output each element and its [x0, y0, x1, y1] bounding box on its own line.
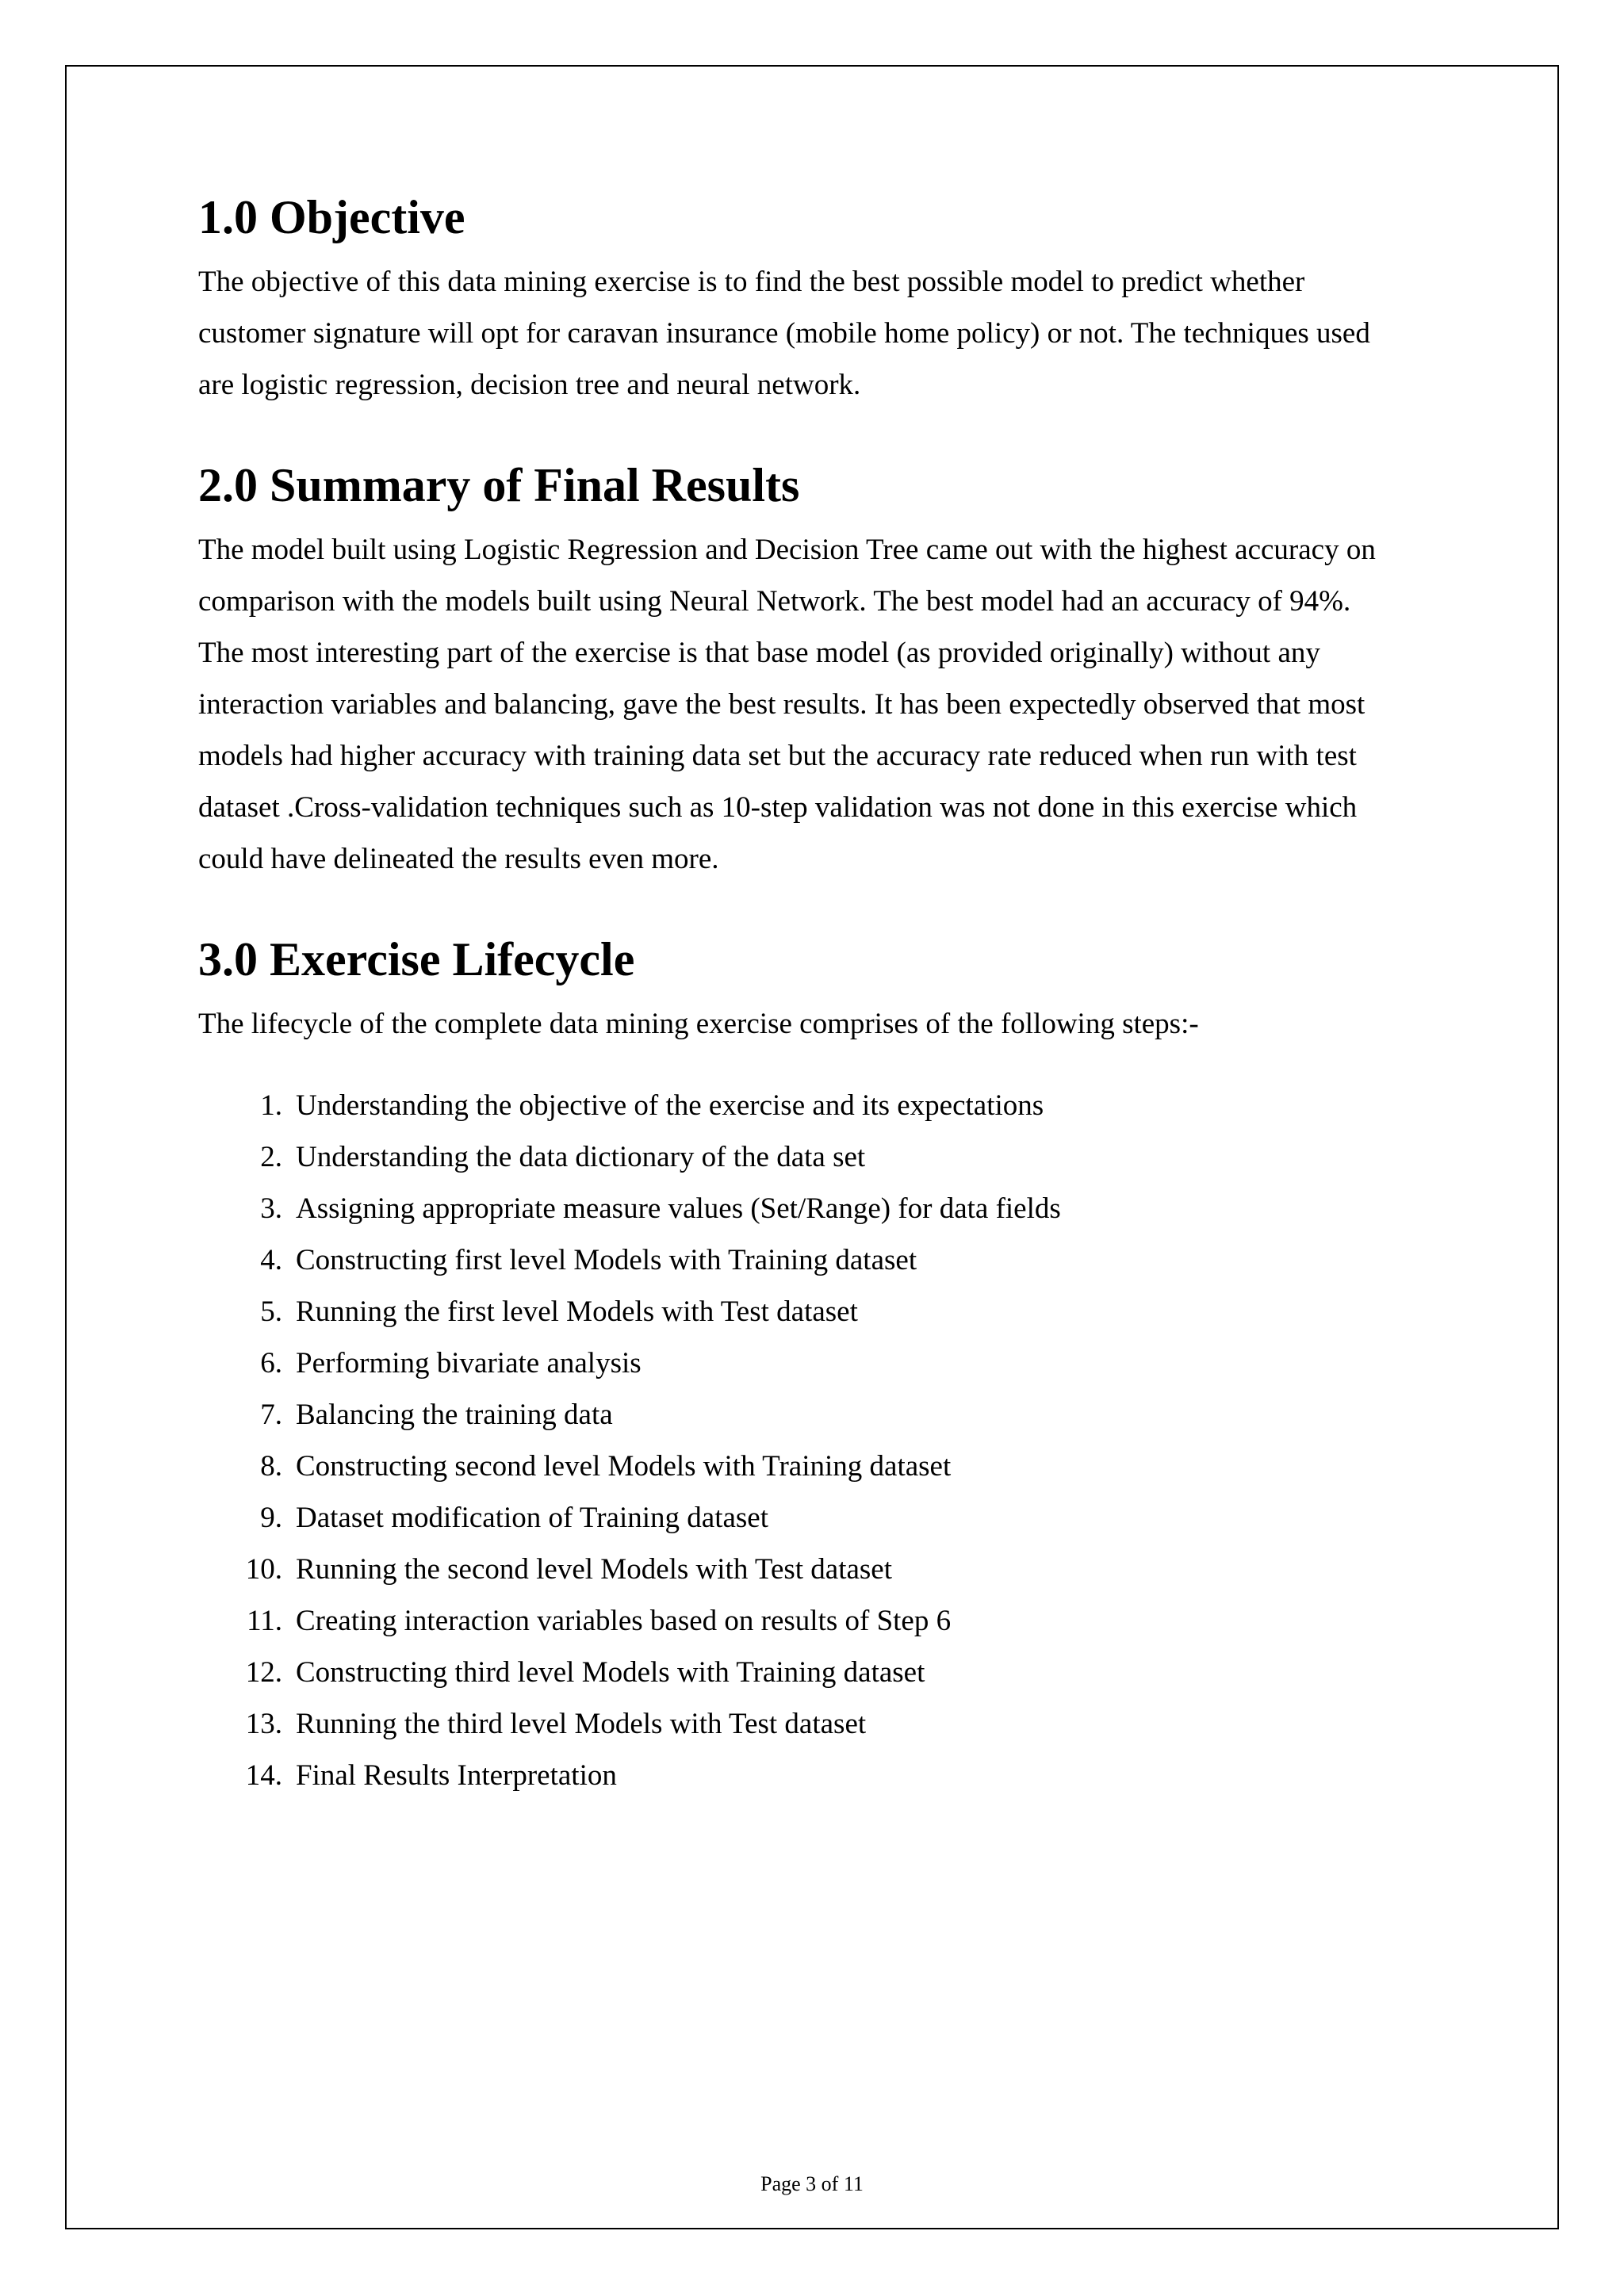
lifecycle-intro: The lifecycle of the complete data mining exercise comprises of the following steps:-	[198, 1008, 1199, 1040]
section-heading-objective: 1.0 Objective	[198, 191, 465, 243]
step-text: Constructing first level Models with Training dataset	[296, 1244, 917, 1276]
list-item	[198, 1286, 1435, 1337]
step-text: Final Results Interpretation	[296, 1759, 617, 1792]
step-number: 10.	[245, 1553, 282, 1586]
section-summary	[198, 458, 1435, 885]
objective-line: customer signature will opt for caravan insurance (mobile home policy) or not. The techniques used	[198, 317, 1370, 350]
step-text: Constructing third level Models with Training dataset	[296, 1656, 925, 1689]
list-item	[198, 1080, 1435, 1131]
list-item	[198, 1698, 1435, 1750]
list-item	[198, 1389, 1435, 1441]
list-item	[198, 1337, 1435, 1389]
step-number: 8.	[260, 1450, 282, 1483]
summary-line: interaction variables and balancing, gave the best results. It has been expectedly observed that most	[198, 688, 1365, 721]
step-number: 12.	[245, 1656, 282, 1689]
step-text: Running the third level Models with Test dataset	[296, 1708, 867, 1740]
step-text: Assigning appropriate measure values (Set/Range) for data fields	[296, 1192, 1061, 1225]
summary-line: comparison with the models built using Neural Network. The best model had an accuracy of 94%.	[198, 585, 1351, 618]
summary-line: dataset .Cross-validation techniques such as 10-step validation was not done in this exercise which	[198, 791, 1358, 824]
objective-paragraph	[198, 256, 1435, 411]
step-text: Constructing second level Models with Training dataset	[296, 1450, 952, 1483]
page-number-label: Page 3 of 11	[760, 2172, 864, 2195]
list-item	[198, 1544, 1435, 1595]
step-number: 1.	[260, 1089, 282, 1122]
list-item	[198, 1595, 1435, 1647]
step-text: Running the first level Models with Test dataset	[296, 1295, 858, 1328]
step-text: Understanding the objective of the exercise and its expectations	[296, 1089, 1044, 1122]
page-footer	[0, 2172, 1624, 2196]
section-heading-lifecycle: 3.0 Exercise Lifecycle	[198, 933, 635, 985]
step-text: Creating interaction variables based on results of Step 6	[296, 1605, 952, 1637]
list-item	[198, 1234, 1435, 1286]
step-text: Performing bivariate analysis	[296, 1347, 642, 1380]
list-item	[198, 1492, 1435, 1544]
step-number: 2.	[260, 1141, 282, 1173]
summary-line: models had higher accuracy with training data set but the accuracy rate reduced when run with test	[198, 740, 1357, 772]
objective-line: The objective of this data mining exercise is to find the best possible model to predict whether	[198, 266, 1305, 298]
list-item	[198, 1750, 1435, 1801]
list-item	[198, 1647, 1435, 1698]
section-heading-summary: 2.0 Summary of Final Results	[198, 459, 800, 511]
step-number: 7.	[260, 1399, 282, 1431]
section-objective	[198, 190, 1435, 411]
step-number: 5.	[260, 1295, 282, 1328]
step-number: 14.	[245, 1759, 282, 1792]
step-text: Balancing the training data	[296, 1399, 613, 1431]
step-text: Understanding the data dictionary of the data set	[296, 1141, 866, 1173]
section-lifecycle	[198, 932, 1435, 1801]
list-item	[198, 1131, 1435, 1183]
objective-line: are logistic regression, decision tree and neural network.	[198, 369, 861, 401]
list-item	[198, 1441, 1435, 1492]
summary-line: could have delineated the results even more.	[198, 843, 719, 875]
step-number: 11.	[247, 1605, 282, 1637]
step-number: 6.	[260, 1347, 282, 1380]
list-item	[198, 1183, 1435, 1234]
lifecycle-steps-list	[198, 1080, 1435, 1801]
step-number: 9.	[260, 1502, 282, 1534]
step-number: 3.	[260, 1192, 282, 1225]
step-number: 13.	[245, 1708, 282, 1740]
summary-paragraph	[198, 524, 1435, 885]
document-body	[198, 190, 1435, 1801]
summary-line: The most interesting part of the exercise is that base model (as provided originally) without any	[198, 637, 1320, 669]
step-text: Dataset modification of Training dataset	[296, 1502, 768, 1534]
summary-line: The model built using Logistic Regression and Decision Tree came out with the highest accuracy on	[198, 534, 1376, 566]
step-text: Running the second level Models with Test dataset	[296, 1553, 893, 1586]
step-number: 4.	[260, 1244, 282, 1276]
